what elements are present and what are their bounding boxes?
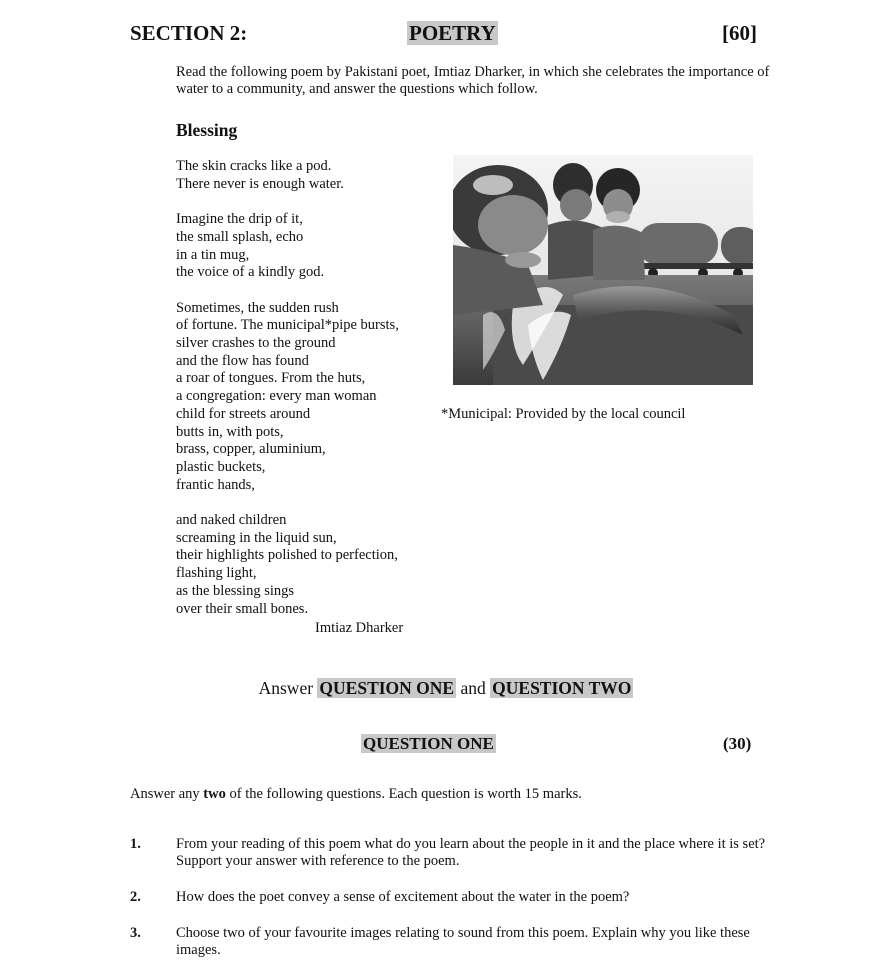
question-one-heading: [361, 734, 496, 754]
section-title-text: POETRY: [409, 21, 496, 45]
poem-line: The skin cracks like a pod.: [176, 158, 332, 174]
poem-body: [176, 158, 399, 636]
question-number: 3.: [130, 925, 141, 941]
section-marks: [60]: [722, 21, 757, 45]
question-text: Choose two of your favourite images relating to sound from this poem. Explain why you like these images.: [176, 925, 750, 958]
question-one-heading-text: QUESTION ONE: [363, 734, 494, 753]
intro-text: Read the following poem by Pakistani poet, Imtiaz Dharker, in which she celebrates the importance of water to a community, and answer the questions which follow.: [176, 64, 770, 97]
question-number: 2.: [130, 889, 141, 905]
poem-line: frantic hands,: [176, 476, 255, 493]
poem-line: their highlights polished to perfection,: [176, 547, 398, 564]
poem-line: the small splash, echo: [176, 228, 304, 245]
poem-line: Imagine the drip of it,: [176, 211, 303, 228]
poem-line: flashing light,: [176, 565, 257, 582]
poem-stanza: [176, 512, 399, 618]
poem-line: a congregation: every man woman: [176, 388, 377, 405]
poem-line: of fortune. The municipal*pipe bursts,: [176, 317, 399, 334]
answer-q2: QUESTION TWO: [492, 678, 632, 698]
poem-line: as the blessing sings: [176, 582, 295, 599]
poem-title: Blessing: [176, 120, 238, 140]
section-title: [407, 21, 498, 46]
section-label: SECTION 2:: [130, 21, 248, 45]
question-text: How does the poet convey a sense of excitement about the water in the poem?: [176, 889, 630, 905]
question-one-marks: (30): [723, 734, 752, 753]
poem-line: and the flow has found: [176, 352, 309, 369]
poem-line: child for streets around: [176, 405, 311, 422]
poem-line: in a tin mug,: [176, 246, 250, 263]
question-one-instruction: [130, 786, 582, 803]
answer-instruction: [0, 678, 892, 699]
instruction-post: of the following questions. Each question is worth 15 marks.: [225, 786, 582, 802]
poem-stanza: [176, 211, 399, 282]
poem-line: plastic buckets,: [176, 458, 266, 475]
poem-line: and naked children: [176, 512, 287, 529]
poem-line: screaming in the liquid sun,: [176, 529, 337, 546]
answer-mid: and: [456, 678, 491, 698]
poem-stanza: [176, 300, 399, 495]
answer-prefix: Answer: [258, 678, 318, 698]
footnote: *Municipal: Provided by the local council: [441, 406, 686, 422]
answer-q1: QUESTION ONE: [319, 678, 455, 698]
poem-line: brass, copper, aluminium,: [176, 441, 326, 458]
poem-line: over their small bones.: [176, 600, 309, 617]
poem-line: the voice of a kindly god.: [176, 264, 325, 281]
question-text: From your reading of this poem what do you learn about the people in it and the place where it is set? Support your answer with reference to the poem.: [176, 836, 766, 869]
poem-line: There never is enough water.: [176, 175, 344, 192]
instruction-bold: two: [203, 786, 226, 802]
instruction-pre: Answer any: [130, 786, 204, 802]
poem-line: a roar of tongues. From the huts,: [176, 370, 366, 387]
poem-stanza: [176, 158, 399, 193]
poem-line: Sometimes, the sudden rush: [176, 299, 339, 316]
poem-author: Imtiaz Dharker: [315, 620, 404, 636]
question-number: 1.: [130, 836, 141, 852]
photo-children-drinking-water: [453, 155, 753, 385]
poem-line: silver crashes to the ground: [176, 335, 336, 351]
poem-line: butts in, with pots,: [176, 423, 284, 440]
